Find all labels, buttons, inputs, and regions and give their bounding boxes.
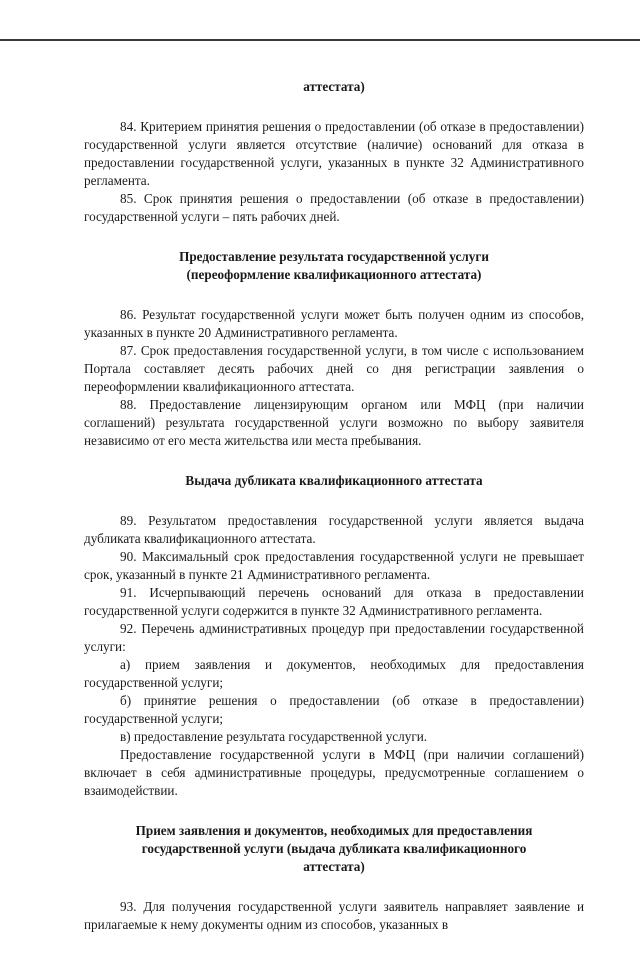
document-page bbox=[84, 78, 584, 934]
heading-end-fragment: аттестата) bbox=[303, 79, 365, 94]
heading-result-line-1: Предоставление результата государственной услуги bbox=[179, 249, 489, 264]
paragraph-84: 84. Критерием принятия решения о предоставлении (об отказе в предоставлении) государственной услуги является отсутствие (наличие) оснований для отказа в предоставлении государственной услуги, указанных в пункте 32 Административного регламента. bbox=[84, 119, 584, 188]
heading-duplicate: Выдача дубликата квалификационного аттестата bbox=[185, 473, 483, 488]
paragraph-92-a: а) прием заявления и документов, необходимых для предоставления государственной услуги; bbox=[84, 657, 584, 690]
heading-application-line-2: государственной услуги (выдача дубликата квалификационного bbox=[141, 841, 527, 856]
paragraph-88: 88. Предоставление лицензирующим органом или МФЦ (при наличии соглашений) результата государственной услуги возможно по выбору заявителя независимо от его места жительства или места пребывания. bbox=[84, 397, 584, 448]
paragraph-85: 85. Срок принятия решения о предоставлении (об отказе в предоставлении) государственной услуги – пять рабочих дней. bbox=[84, 191, 584, 224]
heading-result-line-2: (переоформление квалификационного аттестата) bbox=[186, 267, 482, 282]
paragraph-91: 91. Исчерпывающий перечень оснований для отказа в предоставлении государственной услуги содержится в пункте 32 Административного регламента. bbox=[84, 585, 584, 618]
paragraph-86: 86. Результат государственной услуги может быть получен одним из способов, указанных в пункте 20 Административного регламента. bbox=[84, 307, 584, 340]
paragraph-92-b: б) принятие решения о предоставлении (об отказе в предоставлении) государственной услуги; bbox=[84, 693, 584, 726]
paragraph-87: 87. Срок предоставления государственной услуги, в том числе с использованием Портала составляет десять рабочих дней со дня регистрации заявления о переоформлении квалификационного аттестата. bbox=[84, 343, 584, 394]
paragraph-92-c: в) предоставление результата государственной услуги. bbox=[120, 729, 428, 744]
paragraph-92: 92. Перечень административных процедур при предоставлении государственной услуги: bbox=[84, 621, 584, 654]
paragraph-92-d: Предоставление государственной услуги в МФЦ (при наличии соглашений) включает в себя административные процедуры, предусмотренные соглашением о взаимодействии. bbox=[84, 747, 584, 798]
heading-application-line-1: Прием заявления и документов, необходимых для предоставления bbox=[135, 823, 533, 838]
paragraph-90: 90. Максимальный срок предоставления государственной услуги не превышает срок, указанный в пункте 21 Административного регламента. bbox=[84, 549, 584, 582]
top-border-line bbox=[0, 39, 640, 41]
heading-application-line-3: аттестата) bbox=[303, 859, 365, 874]
paragraph-89: 89. Результатом предоставления государственной услуги является выдача дубликата квалификационного аттестата. bbox=[84, 513, 584, 546]
paragraph-93: 93. Для получения государственной услуги заявитель направляет заявление и прилагаемые к нему документы одним из способов, указанных в bbox=[84, 899, 584, 932]
